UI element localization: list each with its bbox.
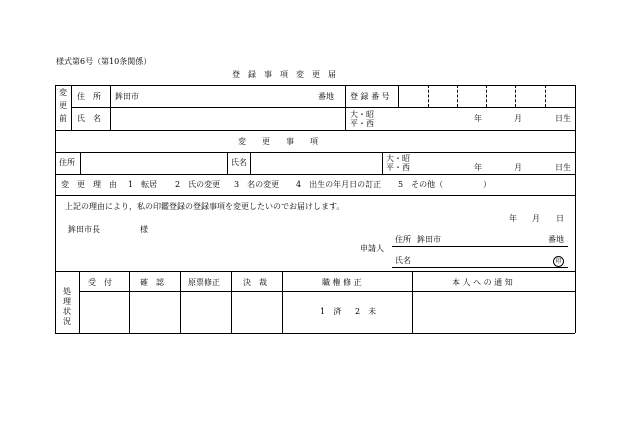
change-bottom-line [55,174,575,175]
honorific: 様 [140,225,148,234]
before-name-label: 氏 名 [77,114,101,123]
before-address-label: 住 所 [77,92,101,101]
top-mid-line [71,107,575,108]
processing-col-2 [180,271,181,333]
regno-dash-2 [457,85,458,107]
col-header-notice: 本 人 へ の 通 知 [452,278,513,287]
change-era-divider [382,152,383,174]
col-header-reception: 受 付 [88,278,112,287]
change-section-title: 変 更 事 項 [238,137,318,146]
reason-bottom-line [55,195,575,196]
col-header-approval: 決 裁 [243,278,267,287]
reason-option-4: 4 出生の年月日の訂正 [296,180,382,189]
before-banchi: 番地 [318,92,334,101]
applicant-name-label: 氏名 [395,256,411,265]
processing-col-3 [231,271,232,333]
regno-label: 登 録 番 号 [350,92,390,101]
before-birth: 日生 [555,114,571,123]
before-year: 年 [474,114,482,123]
processing-col-1 [129,271,130,333]
before-address-city: 鉾田市 [115,92,139,101]
processing-col-4 [282,271,283,333]
date-month: 月 [532,214,540,223]
form-number: 様式第6号（第10条関係） [56,57,152,66]
change-month: 月 [514,163,522,172]
declaration-statement: 上記の理由により，私の印鑑登録の登録事項を変更したいのでお届けします。 [65,202,345,211]
before-side-label: 変 更 前 [59,88,67,123]
col-header-official-correction: 職 権 修 正 [322,278,362,287]
change-address-label: 住所 [59,158,75,167]
applicant-name-underline [392,267,568,268]
form-title: 登 録 事 項 変 更 届 [232,70,336,79]
col-header-confirm: 確 認 [140,278,164,287]
addressee: 鉾田市長 [68,225,100,234]
change-title-line [55,152,575,153]
top-label-divider [110,85,111,130]
change-name-start [227,152,228,174]
applicant-address-city: 鉾田市 [417,235,441,244]
reason-label: 変 更 理 由 [61,180,117,189]
regno-dash-5 [545,85,546,107]
border-right [575,85,576,333]
processing-col-5 [412,271,413,333]
change-addr-divider [80,152,81,174]
change-birth: 日生 [555,163,571,172]
reason-option-5: 5 その他（ ） [398,180,492,189]
change-name-label: 氏名 [231,158,247,167]
change-year: 年 [474,163,482,172]
before-era-top: 大・昭 [350,110,374,119]
processing-side-label: 処 理 状 況 [63,287,71,326]
col-header-record-fix: 原票修正 [188,278,220,287]
reason-option-1: 1 転居 [128,180,158,189]
before-era-bottom: 平・西 [350,119,374,128]
regno-dash-1 [428,85,429,107]
top-right-divider [345,85,346,130]
regno-dash-4 [515,85,516,107]
correction-done: 1 済 [320,307,342,316]
border-top [55,85,575,86]
applicant-banchi: 番地 [548,235,564,244]
regno-dash-3 [486,85,487,107]
border-left [55,85,56,333]
top-bottom-line [55,130,575,131]
seal-mark: 印 [553,256,564,267]
reason-option-2: 2 氏の変更 [175,180,221,189]
border-bottom [55,333,575,334]
date-year: 年 [509,214,517,223]
processing-top-line [55,271,575,272]
change-name-divider [250,152,251,174]
change-era-bottom: 平・西 [386,163,410,172]
applicant-label: 申請人 [360,244,384,253]
date-day: 日 [556,214,564,223]
applicant-address-underline [392,246,568,247]
regno-divider [398,85,399,107]
processing-header-line [79,291,575,292]
change-era-top: 大・昭 [386,154,410,163]
correction-pending: 2 未 [355,307,377,316]
before-month: 月 [514,114,522,123]
processing-side-divider [79,271,80,333]
applicant-address-label: 住所 [395,235,411,244]
reason-option-3: 3 名の変更 [234,180,280,189]
